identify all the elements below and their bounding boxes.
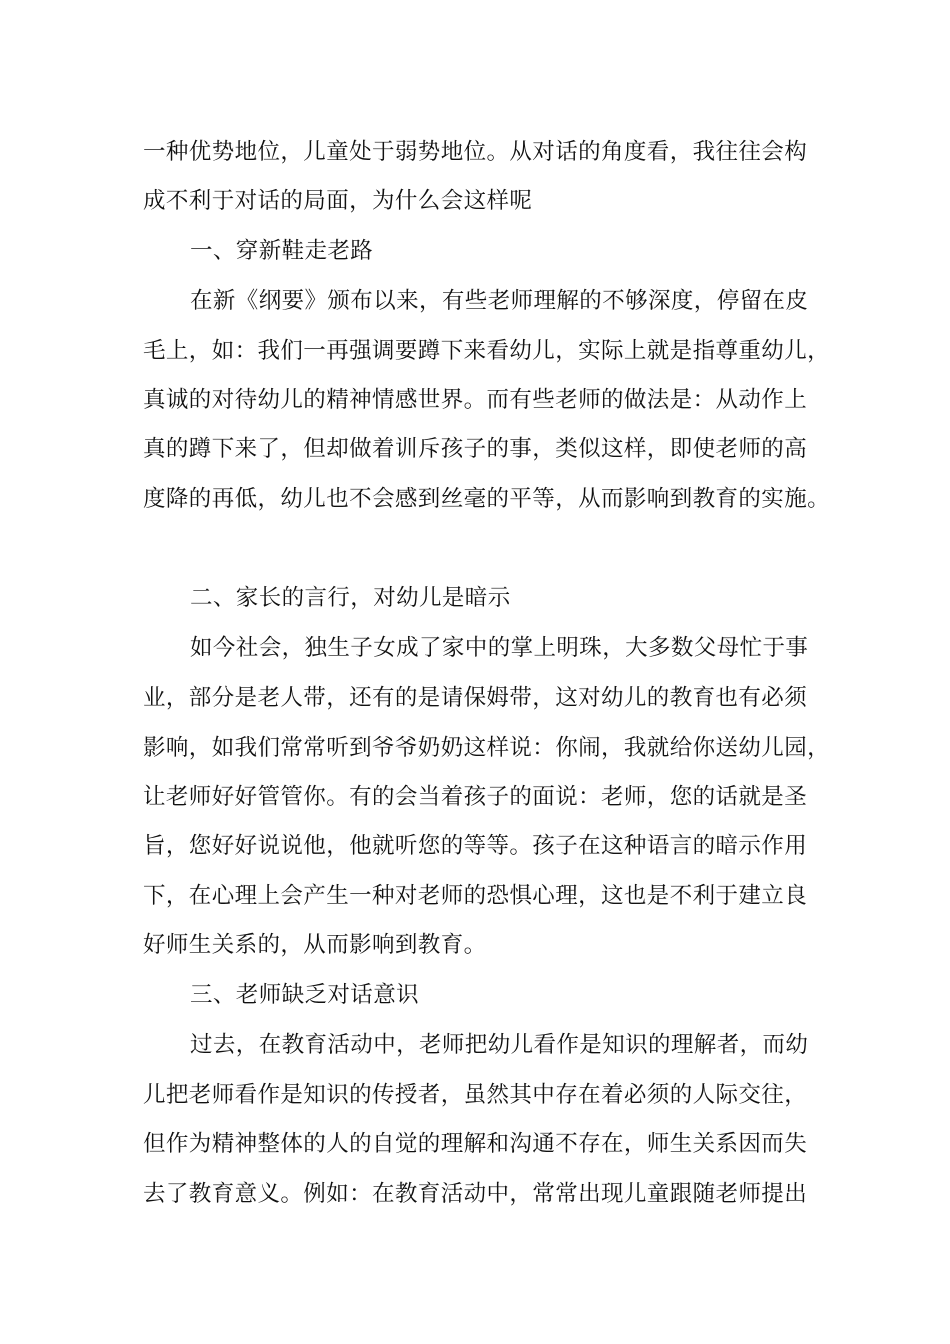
paragraph-line: 度降的再低，幼儿也不会感到丝毫的平等，从而影响到教育的实施。	[143, 486, 831, 512]
section-heading-3: 三、老师缺乏对话意识	[190, 982, 420, 1008]
paragraph-line: 真诚的对待幼儿的精神情感世界。而有些老师的做法是：从动作上	[143, 387, 808, 413]
paragraph-line: 但作为精神整体的人的自觉的理解和沟通不存在，师生关系因而失	[143, 1131, 808, 1157]
paragraph-line: 成不利于对话的局面，为什么会这样呢	[143, 188, 533, 214]
paragraph-line: 去了教育意义。例如：在教育活动中，常常出现儿童跟随老师提出	[143, 1181, 808, 1207]
paragraph-line: 一种优势地位，儿童处于弱势地位。从对话的角度看，我往往会构	[143, 139, 808, 165]
paragraph-line: 儿把老师看作是知识的传授者，虽然其中存在着必须的人际交往，	[143, 1082, 808, 1108]
paragraph-line: 好师生关系的，从而影响到教育。	[143, 932, 487, 958]
paragraph-line: 毛上，如：我们一再强调要蹲下来看幼儿，实际上就是指尊重幼儿，	[143, 338, 831, 364]
paragraph-line: 下，在心理上会产生一种对老师的恐惧心理，这也是不利于建立良	[143, 883, 808, 909]
paragraph-line: 业，部分是老人带，还有的是请保姆带，这对幼儿的教育也有必须	[143, 685, 808, 711]
paragraph-line: 真的蹲下来了，但却做着训斥孩子的事，类似这样，即使老师的高	[143, 436, 808, 462]
paragraph-line: 如今社会，独生子女成了家中的掌上明珠，大多数父母忙于事	[190, 635, 809, 661]
paragraph-line: 在新《纲要》颁布以来，有些老师理解的不够深度，停留在皮	[190, 288, 809, 314]
paragraph-line: 让老师好好管管你。有的会当着孩子的面说：老师，您的话就是圣	[143, 784, 808, 810]
section-heading-1: 一、穿新鞋走老路	[190, 238, 374, 264]
section-heading-2: 二、家长的言行，对幼儿是暗示	[190, 585, 511, 611]
paragraph-line: 影响，如我们常常听到爷爷奶奶这样说：你闹，我就给你送幼儿园，	[143, 735, 831, 761]
paragraph-line: 过去，在教育活动中，老师把幼儿看作是知识的理解者，而幼	[190, 1032, 809, 1058]
paragraph-line: 旨，您好好说说他，他就听您的等等。孩子在这种语言的暗示作用	[143, 833, 808, 859]
